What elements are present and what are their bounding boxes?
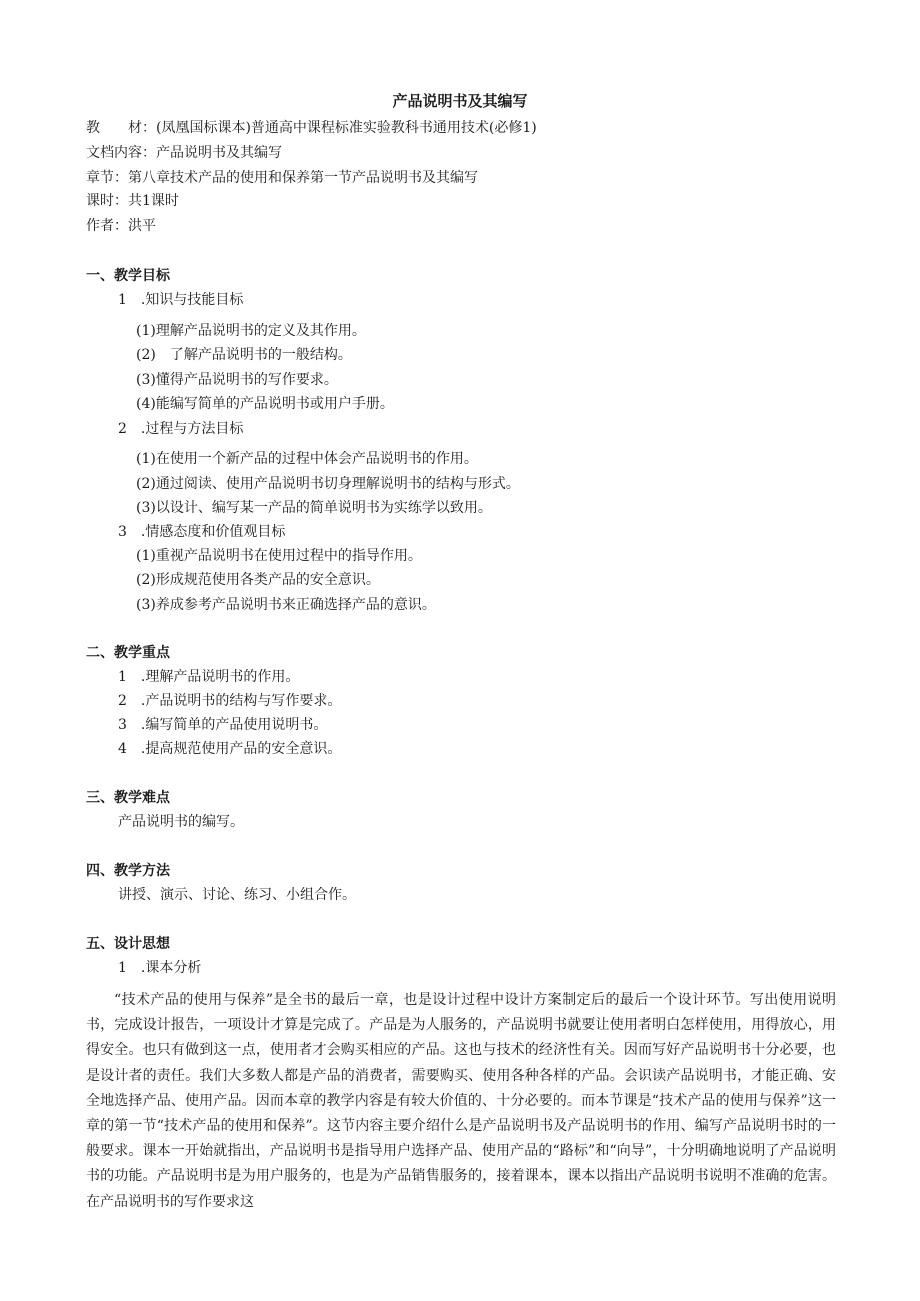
subsection-textbook-analysis: 1 .课本分析 (118, 960, 202, 976)
list-item: 3 .编写简单的产品使用说明书。 (118, 717, 328, 733)
section-text: 讲授、演示、讨论、练习、小组合作。 (118, 887, 356, 903)
list-item: 2 .产品说明书的结构与写作要求。 (118, 693, 342, 709)
meta-chapter-value: 第八章技术产品的使用和保养第一节产品说明书及其编写 (128, 170, 478, 186)
section-heading-objectives: 一、教学目标 (86, 268, 170, 284)
section-heading-design-ideas: 五、设计思想 (86, 936, 170, 952)
body-paragraph (86, 988, 836, 1215)
meta-textbook-value: (凤凰国标课本)普通高中课程标准实验教科书通用技术(必修1) (156, 120, 537, 136)
list-item: (3)以设计、编写某一产品的简单说明书为实练学以致用。 (136, 500, 492, 516)
meta-author-value: 洪平 (128, 218, 156, 234)
meta-chapter-label: 章节： (86, 170, 128, 186)
list-item: (2)形成规范使用各类产品的安全意识。 (136, 572, 380, 588)
objective-group-attitude: 3 .情感态度和价值观目标 (118, 524, 286, 540)
list-item: 4 .提高规范使用产品的安全意识。 (118, 741, 342, 757)
section-text: 产品说明书的编写。 (118, 814, 244, 830)
list-item: (1)重视产品说明书在使用过程中的指导作用。 (136, 548, 422, 564)
list-item: (3)养成参考产品说明书来正确选择产品的意识。 (136, 597, 436, 613)
objective-group-process: 2 .过程与方法目标 (118, 421, 244, 437)
section-heading-methods: 四、教学方法 (86, 863, 170, 879)
list-item: 1 .理解产品说明书的作用。 (118, 669, 300, 685)
meta-textbook (86, 118, 537, 139)
meta-textbook-label: 教 材： (86, 120, 156, 136)
meta-hours-value: 共1课时 (128, 193, 179, 209)
meta-author (86, 216, 156, 237)
section-heading-key-points: 二、教学重点 (86, 645, 170, 661)
list-item: (2) 了解产品说明书的一般结构。 (136, 347, 352, 363)
meta-chapter (86, 168, 478, 189)
document-title: 产品说明书及其编写 (392, 92, 528, 110)
meta-hours-label: 课时： (86, 193, 128, 209)
meta-content-label: 文档内容： (86, 145, 156, 161)
section-heading-difficulties: 三、教学难点 (86, 790, 170, 806)
list-item: (3)懂得产品说明书的写作要求。 (136, 372, 338, 388)
meta-hours (86, 191, 179, 212)
objective-group-knowledge: 1 .知识与技能目标 (118, 292, 244, 308)
meta-author-label: 作者： (86, 218, 128, 234)
list-item: (4)能编写简单的产品说明书或用户手册。 (136, 396, 394, 412)
paragraph-text: “技术产品的使用与保养”是全书的最后一章，也是设计过程中设计方案制定后的最后一个设计环节。写出使用说明书，完成设计报告，一项设计才算是完成了。产品是为人服务的，产品说明书就要让使用者明白怎样使用，用得放心，用得安全。也只有做到这一点，使用者才会购买相应的产品。这也与技术的经济性有关。因而写好产品说明书十分必要，也是设计者的责任。我们大多数人都是产品的消费者，需要购买、使用各种各样的产品。会识读产品说明书，才能正确、安全地选择产品、使用产品。因而本章的教学内容是有较大价值的、十分必要的。而本节课是“技术产品的使用与保养”这一章的第一节“技术产品的使用和保养”。这节内容主要介绍什么是产品说明书及产品说明书的作用、编写产品说明书时的一般要求。课本一开始就指出，产品说明书是指导用户选择产品、使用产品的“路标”和“向导”，十分明确地说明了产品说明书的功能。产品说明书是为用户服务的，也是为产品销售服务的，接着课本，课本以指出产品说明书说明不准确的危害。在产品说明书的写作要求这 (86, 992, 836, 1210)
meta-content-value: 产品说明书及其编写 (156, 145, 282, 161)
list-item: (1)理解产品说明书的定义及其作用。 (136, 323, 366, 339)
list-item: (1)在使用一个新产品的过程中体会产品说明书的作用。 (136, 451, 478, 467)
list-item: (2)通过阅读、使用产品说明书切身理解说明书的结构与形式。 (136, 476, 520, 492)
meta-content (86, 143, 282, 164)
